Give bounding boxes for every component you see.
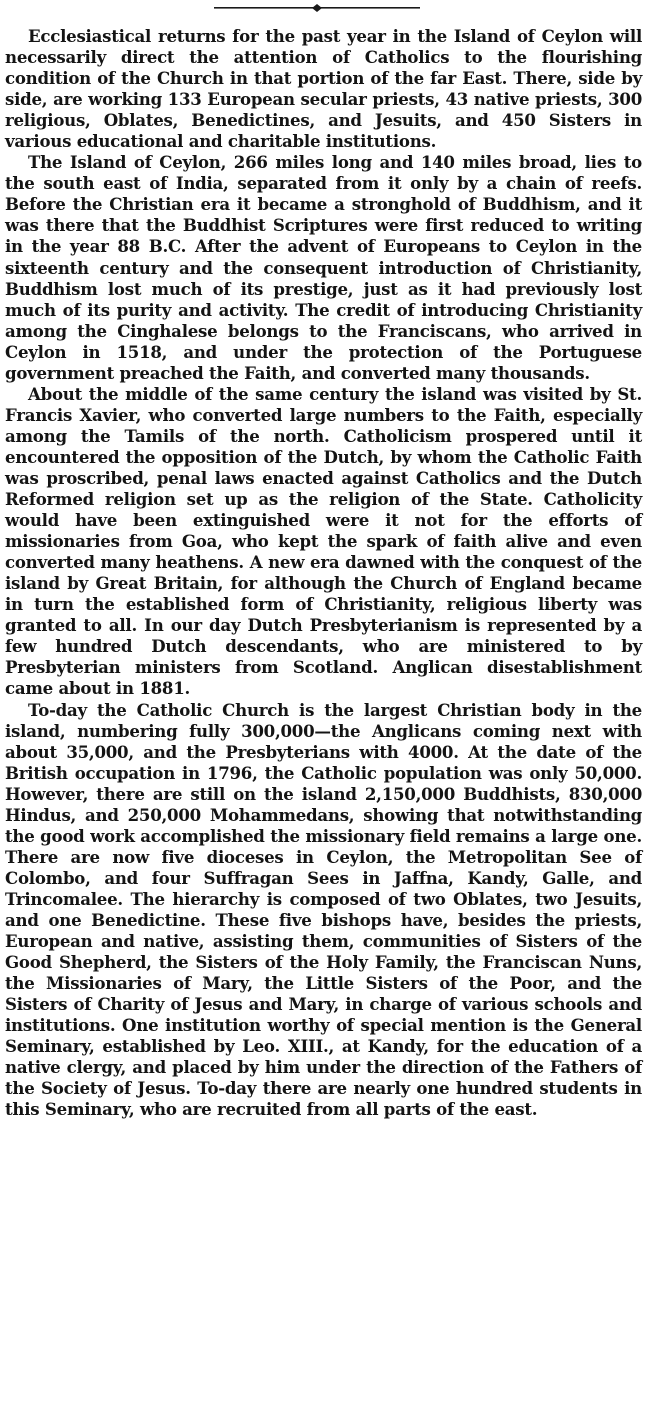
article-paragraph-3: About the middle of the same century the island was visited by St. Francis Xavier, who converted large numbers to the Faith, especially among the Tamils of the north. Catholicism prospered until it encountered the opposition of the Dutch, by whom the Catholic Faith was proscribed, penal laws enacted against Catholics and the Dutch Reformed religion set up as the religion of the State. Catholicity would have been extinguished were it not for the efforts of missionaries from Goa, who kept the spark of faith alive and even converted many heathens. A new era dawned with the conquest of the island by Great Britain, for although the Church of England became in turn the established form of Christianity, religious liberty was granted to all. In our day Dutch Presbyterianism is represented by a few hundred Dutch descendants, who are ministered to by Presbyterian ministers from Scotland. Anglican disestablishment came about in 1881. — [5, 383, 642, 699]
article-paragraph-2: The Island of Ceylon, 266 miles long and 140 miles broad, lies to the south east of India, separated from it only by a chain of reefs. Before the Christian era it became a stronghold of Buddhism, and it was there that the Buddhist Scriptures were first reduced to writing in the year 88 B.C. After the advent of Europeans to Ceylon in the sixteenth century and the consequent introduction of Christianity, Buddhism lost much of its prestige, just as it had previously lost much of its purity and activity. The credit of introducing Christianity among the Cinghalese belongs to the Franciscans, who arrived in Ceylon in 1518, and under the protection of the Portuguese government preached the Faith, and converted many thousands. — [5, 152, 642, 383]
article-paragraph-4: To-day the Catholic Church is the largest Christian body in the island, numbering fully 300,000—the Anglicans coming next with about 35,000, and the Presbyterians with 4000. At the date of the British occupation in 1796, the Catholic population was only 50,000. However, there are still on the island 2,150,000 Buddhists, 830,000 Hindus, and 250,000 Mohammedans, showing that notwithstanding the good work accomplished the missionary field remains a large one. There are now five dioceses in Ceylon, the Metropolitan See of Colombo, and four Suffragan Sees in Jaffna, Kandy, Galle, and Trincomalee. The hierarchy is composed of two Oblates, two Jesuits, and one Benedictine. These five bishops have, besides the priests, European and native, assisting them, communities of Sisters of the Good Shepherd, the Sisters of the Holy Family, the Franciscan Nuns, the Missionaries of Mary, the Little Sisters of the Poor, and the Sisters of Charity of Jesus and Mary, in charge of various schools and institutions. One institution worthy of special mention is the General Seminary, established by Leo. XIII., at Kandy, for the education of a native clergy, and placed by him under the direction of the Fathers of the Society of Jesus. To-day there are nearly one hundred students in this Seminary, who are recruited from all parts of the east. — [5, 699, 642, 1120]
section-divider-ornament — [214, 4, 420, 12]
diamond-rule-icon — [214, 4, 420, 12]
article-paragraph-1: Ecclesiastical returns for the past year in the Island of Ceylon will necessarily direct the attention of Catholics to the flourishing condition of the Church in that portion of the far East. There, side by side, are working 133 European secular priests, 43 native priests, 300 religious, Oblates, Benedictines, and Jesuits, and 450 Sisters in various educational and charitable institutions. — [5, 26, 642, 152]
article-body — [5, 26, 642, 1120]
